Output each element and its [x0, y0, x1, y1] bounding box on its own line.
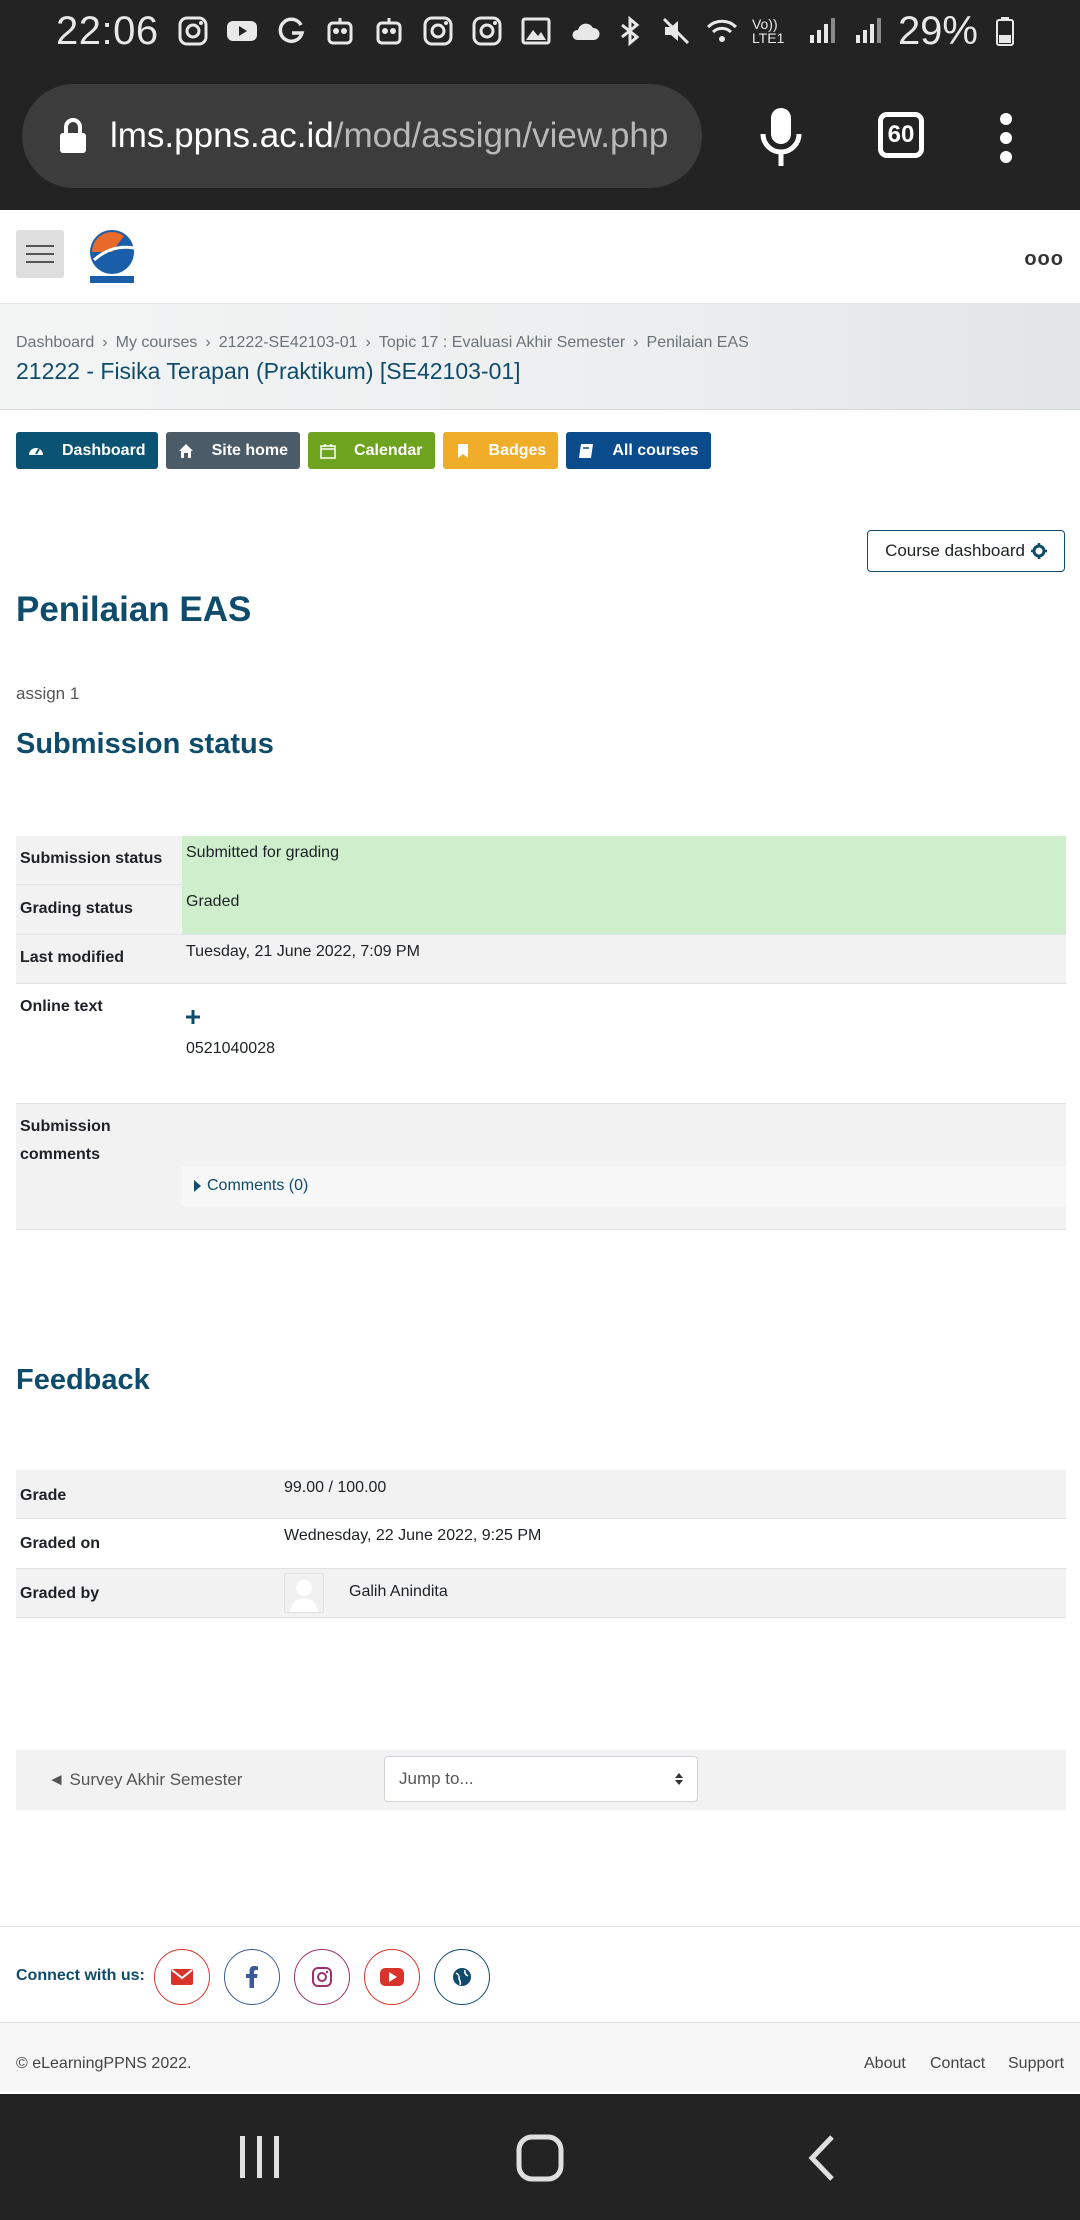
avatar[interactable]: [284, 1573, 324, 1613]
copyright: © eLearningPPNS 2022.: [16, 2055, 192, 2072]
envelope-icon: [171, 1969, 193, 1985]
course-dashboard-label: Course dashboard: [885, 541, 1025, 560]
battery-icon: [992, 15, 1024, 47]
bluetooth-icon: [614, 15, 646, 47]
graded-by-value[interactable]: Galih Anindita: [349, 1583, 448, 1600]
site-home-label: Site home: [211, 441, 289, 459]
breadcrumb-my-courses[interactable]: My courses: [115, 334, 198, 351]
submission-status-label: Submission status: [20, 850, 163, 867]
table-row: [16, 885, 1066, 935]
submission-status-table: [16, 836, 1066, 1230]
graded-by-label: Graded by: [20, 1585, 100, 1602]
status-time: 22:06: [56, 8, 159, 53]
app-notification-icon: [324, 15, 356, 47]
browser-toolbar: [0, 62, 1080, 210]
comments-toggle[interactable]: [182, 1166, 1066, 1206]
dashboard-label: Dashboard: [62, 441, 146, 459]
jump-to-select[interactable]: [384, 1756, 698, 1802]
course-title: 21222 - Fisika Terapan (Praktikum) [SE42103-01]: [16, 358, 521, 384]
lock-icon: [58, 117, 88, 155]
cloud-icon: [569, 15, 601, 47]
status-cell-bg: [182, 885, 1066, 934]
gear-icon: [1031, 543, 1047, 559]
instagram-button[interactable]: [294, 1949, 350, 2005]
feedback-heading: Feedback: [16, 1364, 150, 1396]
activity-navigation: [16, 1750, 1066, 1810]
calendar-icon: [320, 443, 336, 459]
table-row: [16, 1569, 1066, 1618]
footer-support-link[interactable]: Support: [1008, 2055, 1065, 2072]
footer-about-link[interactable]: About: [864, 2055, 906, 2072]
table-row: [16, 1470, 1066, 1519]
home-icon[interactable]: [516, 2134, 564, 2182]
chevron-right-icon: ›: [102, 334, 108, 351]
url-path: /mod/assign/view.php: [333, 116, 669, 155]
system-navigation-bar: [0, 2094, 1080, 2220]
site-home-button[interactable]: [166, 432, 300, 469]
chevron-right-icon: ›: [633, 334, 639, 351]
calendar-label: Calendar: [354, 441, 423, 459]
table-row: [16, 984, 1066, 1104]
badges-label: Badges: [488, 441, 547, 459]
youtube-icon: [226, 15, 258, 47]
submission-comments-label: Submission: [20, 1118, 111, 1135]
gallery-icon: [520, 15, 552, 47]
table-row: [16, 1519, 1066, 1569]
breadcrumb-current[interactable]: Penilaian EAS: [646, 334, 749, 351]
mute-icon: [660, 15, 692, 47]
table-row: [16, 935, 1066, 984]
assignment-title: Penilaian EAS: [16, 590, 252, 629]
graded-on-value: Wednesday, 22 June 2022, 9:25 PM: [284, 1527, 542, 1544]
url-host: lms.ppns.ac.id: [110, 116, 334, 155]
browser-menu-icon[interactable]: [996, 112, 1016, 164]
facebook-icon: [246, 1966, 258, 1988]
chevron-right-icon: ›: [365, 334, 371, 351]
page-header: [0, 304, 1080, 410]
user-menu-icon[interactable]: ooo: [1024, 248, 1064, 270]
submission-status-heading: Submission status: [16, 728, 274, 760]
app-notification-icon: [373, 15, 405, 47]
breadcrumb-dashboard[interactable]: Dashboard: [16, 334, 95, 351]
all-courses-button[interactable]: [566, 432, 710, 469]
instagram-icon: [177, 15, 209, 47]
system-icons: [614, 9, 1024, 54]
assignment-description: assign 1: [16, 684, 80, 703]
wifi-icon: [706, 15, 738, 47]
chevron-right-icon: ›: [205, 334, 211, 351]
status-bar: [0, 0, 1080, 62]
home-icon: [178, 443, 194, 459]
last-modified-label: Last modified: [20, 949, 125, 966]
dashboard-button[interactable]: [16, 432, 158, 469]
all-courses-label: All courses: [612, 441, 699, 459]
select-arrows-icon: [675, 1771, 683, 1787]
website-button[interactable]: [434, 1949, 490, 2005]
footer: [0, 2022, 1080, 2092]
table-row: [16, 836, 1066, 885]
url-text[interactable]: [110, 116, 680, 156]
plus-icon[interactable]: [186, 1010, 200, 1024]
battery-percent: 29%: [897, 8, 978, 53]
submission-comments-label-2: comments: [20, 1146, 101, 1163]
feedback-table: [16, 1470, 1066, 1618]
email-button[interactable]: [154, 1949, 210, 2005]
recent-apps-icon[interactable]: [238, 2134, 282, 2180]
globe-icon: [452, 1967, 472, 1987]
grading-status-value: Graded: [186, 893, 240, 910]
youtube-icon: [380, 1968, 404, 1986]
table-row: [16, 1104, 1066, 1230]
drawer-toggle-button[interactable]: [16, 230, 64, 278]
online-text-label: Online text: [20, 998, 103, 1015]
book-icon: [578, 443, 594, 459]
instagram-icon: [312, 1967, 332, 1987]
network-label: Vo)) LTE1: [751, 16, 785, 46]
badges-button[interactable]: [443, 432, 559, 469]
signal-icon: [806, 15, 838, 47]
notification-icons: [177, 15, 601, 47]
submission-status-value: Submitted for grading: [186, 844, 339, 861]
previous-activity-link[interactable]: ◄ Survey Akhir Semester: [48, 1770, 243, 1789]
youtube-button[interactable]: [364, 1949, 420, 2005]
footer-contact-link[interactable]: Contact: [930, 2055, 986, 2072]
microphone-icon[interactable]: [758, 106, 804, 168]
tachometer-icon: [28, 443, 44, 459]
signal-icon: [852, 15, 884, 47]
address-bar[interactable]: [22, 84, 702, 188]
caret-right-icon: [194, 1180, 201, 1192]
breadcrumb-course[interactable]: 21222-SE42103-01: [218, 334, 358, 351]
grammarly-icon: [275, 15, 307, 47]
course-dashboard-button[interactable]: [867, 530, 1065, 572]
user-icon: [285, 1574, 323, 1612]
last-modified-value: Tuesday, 21 June 2022, 7:09 PM: [186, 943, 420, 960]
graded-on-label: Graded on: [20, 1535, 101, 1552]
breadcrumb: [16, 334, 749, 352]
calendar-button[interactable]: [308, 432, 434, 469]
social-footer: [0, 1926, 1080, 2022]
grading-status-label: Grading status: [20, 900, 133, 917]
grade-value: 99.00 / 100.00: [284, 1479, 387, 1496]
breadcrumb-topic[interactable]: Topic 17 : Evaluasi Akhir Semester: [378, 334, 626, 351]
site-navbar: [0, 212, 1080, 304]
grade-label: Grade: [20, 1487, 67, 1504]
quick-links: [16, 432, 711, 469]
comments-link[interactable]: Comments (0): [207, 1177, 309, 1194]
ppns-logo[interactable]: [84, 226, 140, 286]
instagram-icon: [471, 15, 503, 47]
jump-to-value: Jump to...: [399, 1769, 474, 1788]
bookmark-icon: [455, 443, 471, 459]
instagram-icon: [422, 15, 454, 47]
facebook-button[interactable]: [224, 1949, 280, 2005]
tab-switcher-button[interactable]: 60: [878, 112, 924, 158]
online-text-value: 0521040028: [186, 1040, 275, 1057]
back-icon[interactable]: [806, 2134, 836, 2182]
connect-label: Connect with us:: [16, 1967, 145, 1984]
